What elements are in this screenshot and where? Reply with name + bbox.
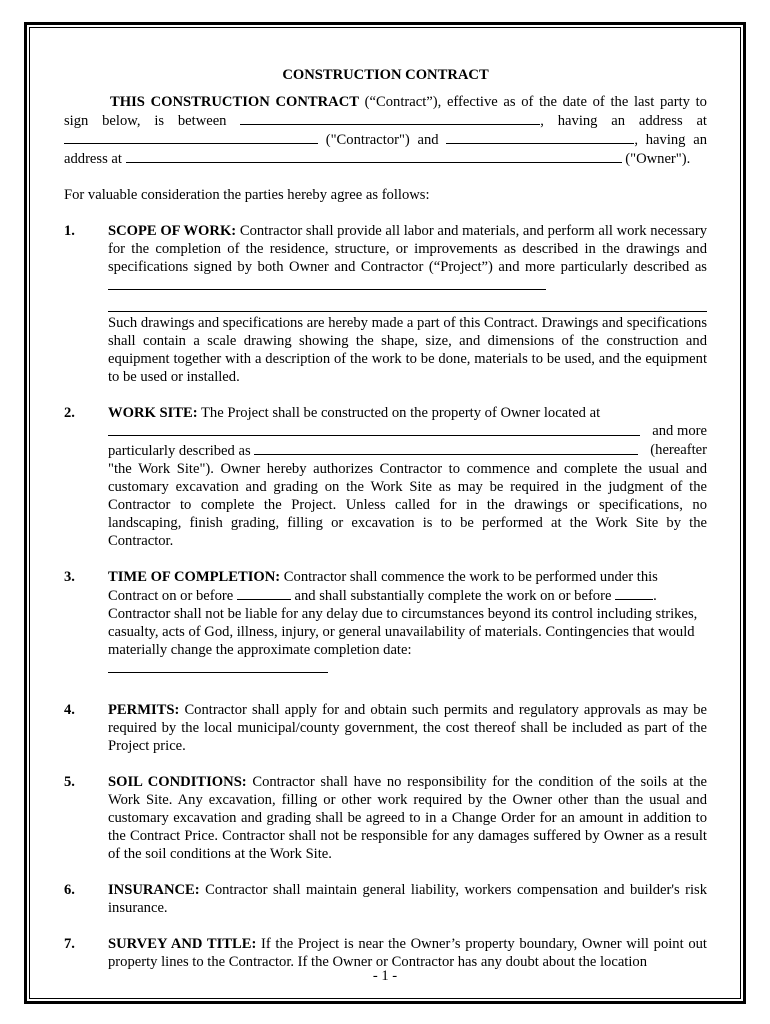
section-heading: SURVEY AND TITLE:: [108, 936, 257, 952]
commence-date-field[interactable]: [237, 586, 291, 600]
contingencies-field[interactable]: [108, 659, 328, 673]
intro-text-3: ("Contractor") and: [318, 132, 447, 148]
work-site-location-line: [108, 422, 707, 441]
project-description-line-2[interactable]: [108, 295, 707, 312]
section-survey-and-title: [64, 935, 707, 971]
section-number: 3.: [64, 569, 75, 585]
work-site-text-2: "the Work Site"). Owner hereby authorizes Contractor to commence and complete the usual and customary excavation and grading on the Work Site as may be required in the judgment of the Contractor to complete the Project. Unless called for in the drawings or specifications, no landscaping, finish grading, filling or excavation is to be performed at the Work Site by the Contractor.: [108, 461, 707, 549]
section-time-of-completion: [64, 568, 707, 677]
section-heading: WORK SITE:: [108, 405, 198, 421]
section-heading: SOIL CONDITIONS:: [108, 774, 247, 790]
survey-text: If the Project is near the Owner’s property boundary, Owner will point out property lines to the Contractor. If the Owner or Contractor has any doubt about the location: [108, 936, 707, 970]
consideration-text: For valuable consideration the parties hereby agree as follows:: [64, 187, 430, 203]
section-permits: [64, 701, 707, 755]
insurance-text: Contractor shall maintain general liability, workers compensation and builder's risk insurance.: [108, 882, 707, 916]
owner-address-field[interactable]: [126, 149, 622, 163]
section-heading: TIME OF COMPLETION:: [108, 569, 281, 585]
particularly-text: particularly described as: [108, 443, 255, 459]
contractor-address-field[interactable]: [64, 130, 318, 144]
section-heading: PERMITS:: [108, 702, 180, 718]
intro-bold: THIS CONSTRUCTION CONTRACT: [110, 94, 359, 110]
section-scope-of-work: [64, 222, 707, 386]
section-number: 5.: [64, 774, 75, 790]
intro-text-5: ("Owner").: [621, 151, 691, 167]
section-text: [108, 881, 707, 917]
section-soil-conditions: [64, 773, 707, 863]
completion-text-1: Contractor shall commence the work to be performed under this Contract on or before: [108, 569, 658, 604]
section-number: 4.: [64, 702, 75, 718]
section-number: 6.: [64, 882, 75, 898]
complete-date-field[interactable]: [615, 586, 653, 600]
intro-text-4: , having an address at: [64, 132, 707, 167]
completion-text-3: . Contractor shall not be liable for any delay due to circumstances beyond its control including strikes, casualty, acts of God, illness, injury, or general unavailability of materials. Contingencies that would materially change the approximate completion date:: [108, 588, 698, 658]
permits-text: Contractor shall apply for and obtain such permits and regulatory approvals as may be required by the local municipal/county government, the cost thereof shall be included as part of the Project price.: [108, 702, 707, 754]
section-insurance: [64, 881, 707, 917]
section-heading: SCOPE OF WORK:: [108, 223, 237, 239]
section-text: [108, 701, 707, 755]
work-site-description-line: [108, 441, 707, 460]
work-site-location-field[interactable]: [108, 422, 640, 436]
section-text: [108, 222, 707, 295]
owner-name-field[interactable]: [446, 130, 634, 144]
section-text: [108, 404, 707, 422]
section-heading: INSURANCE:: [108, 882, 200, 898]
page-number: - 1 -: [372, 968, 398, 984]
work-site-description-field[interactable]: [254, 441, 638, 455]
completion-text-2: and shall substantially complete the work on or before: [290, 588, 616, 604]
document-title: CONSTRUCTION CONTRACT: [282, 67, 489, 83]
contractor-name-field[interactable]: [240, 111, 540, 125]
section-work-site: [64, 404, 707, 550]
scope-text-2: Such drawings and specifications are hereby made a part of this Contract. Drawings and specifications shall contain a scale drawing showing the shape, size, and dimensions of the construction and equipment together with a description of the work to be done, materials to be used, and the equipment to be used or installed.: [108, 315, 707, 385]
section-number: 1.: [64, 223, 75, 239]
hereafter-text: (hereafter: [650, 442, 707, 458]
project-description-field[interactable]: [108, 276, 546, 290]
contract-page: [64, 66, 707, 971]
section-number: 7.: [64, 936, 75, 952]
intro-paragraph: [64, 93, 707, 168]
work-site-text: The Project shall be constructed on the property of Owner located at: [197, 405, 601, 421]
and-more-text: and more: [652, 423, 707, 439]
section-text: [108, 935, 707, 971]
section-text: [108, 568, 707, 659]
scope-text: Contractor shall provide all labor and materials, and perform all work necessary for the completion of the residence, structure, or improvements as described in the drawings and specifications signed by both Owner and Contractor (“Project”) and more particularly described as: [108, 223, 707, 275]
soil-text: Contractor shall have no responsibility for the condition of the soils at the Work Site. Any excavation, filling or other work required by the Owner other than the usual and customary excavation and grading shall be agreed to in a Change Order for an amount in addition to the Contract Price. Contractor shall not be responsible for any damages suffered by Owner as a result of the soil conditions at the Work Site.: [108, 774, 707, 862]
section-text: [108, 773, 707, 863]
section-number: 2.: [64, 405, 75, 421]
intro-text-2: , having an address at: [540, 113, 707, 129]
intro-text-1: (“Contract”), effective as of the date of the last party to sign below, is between: [64, 94, 707, 129]
